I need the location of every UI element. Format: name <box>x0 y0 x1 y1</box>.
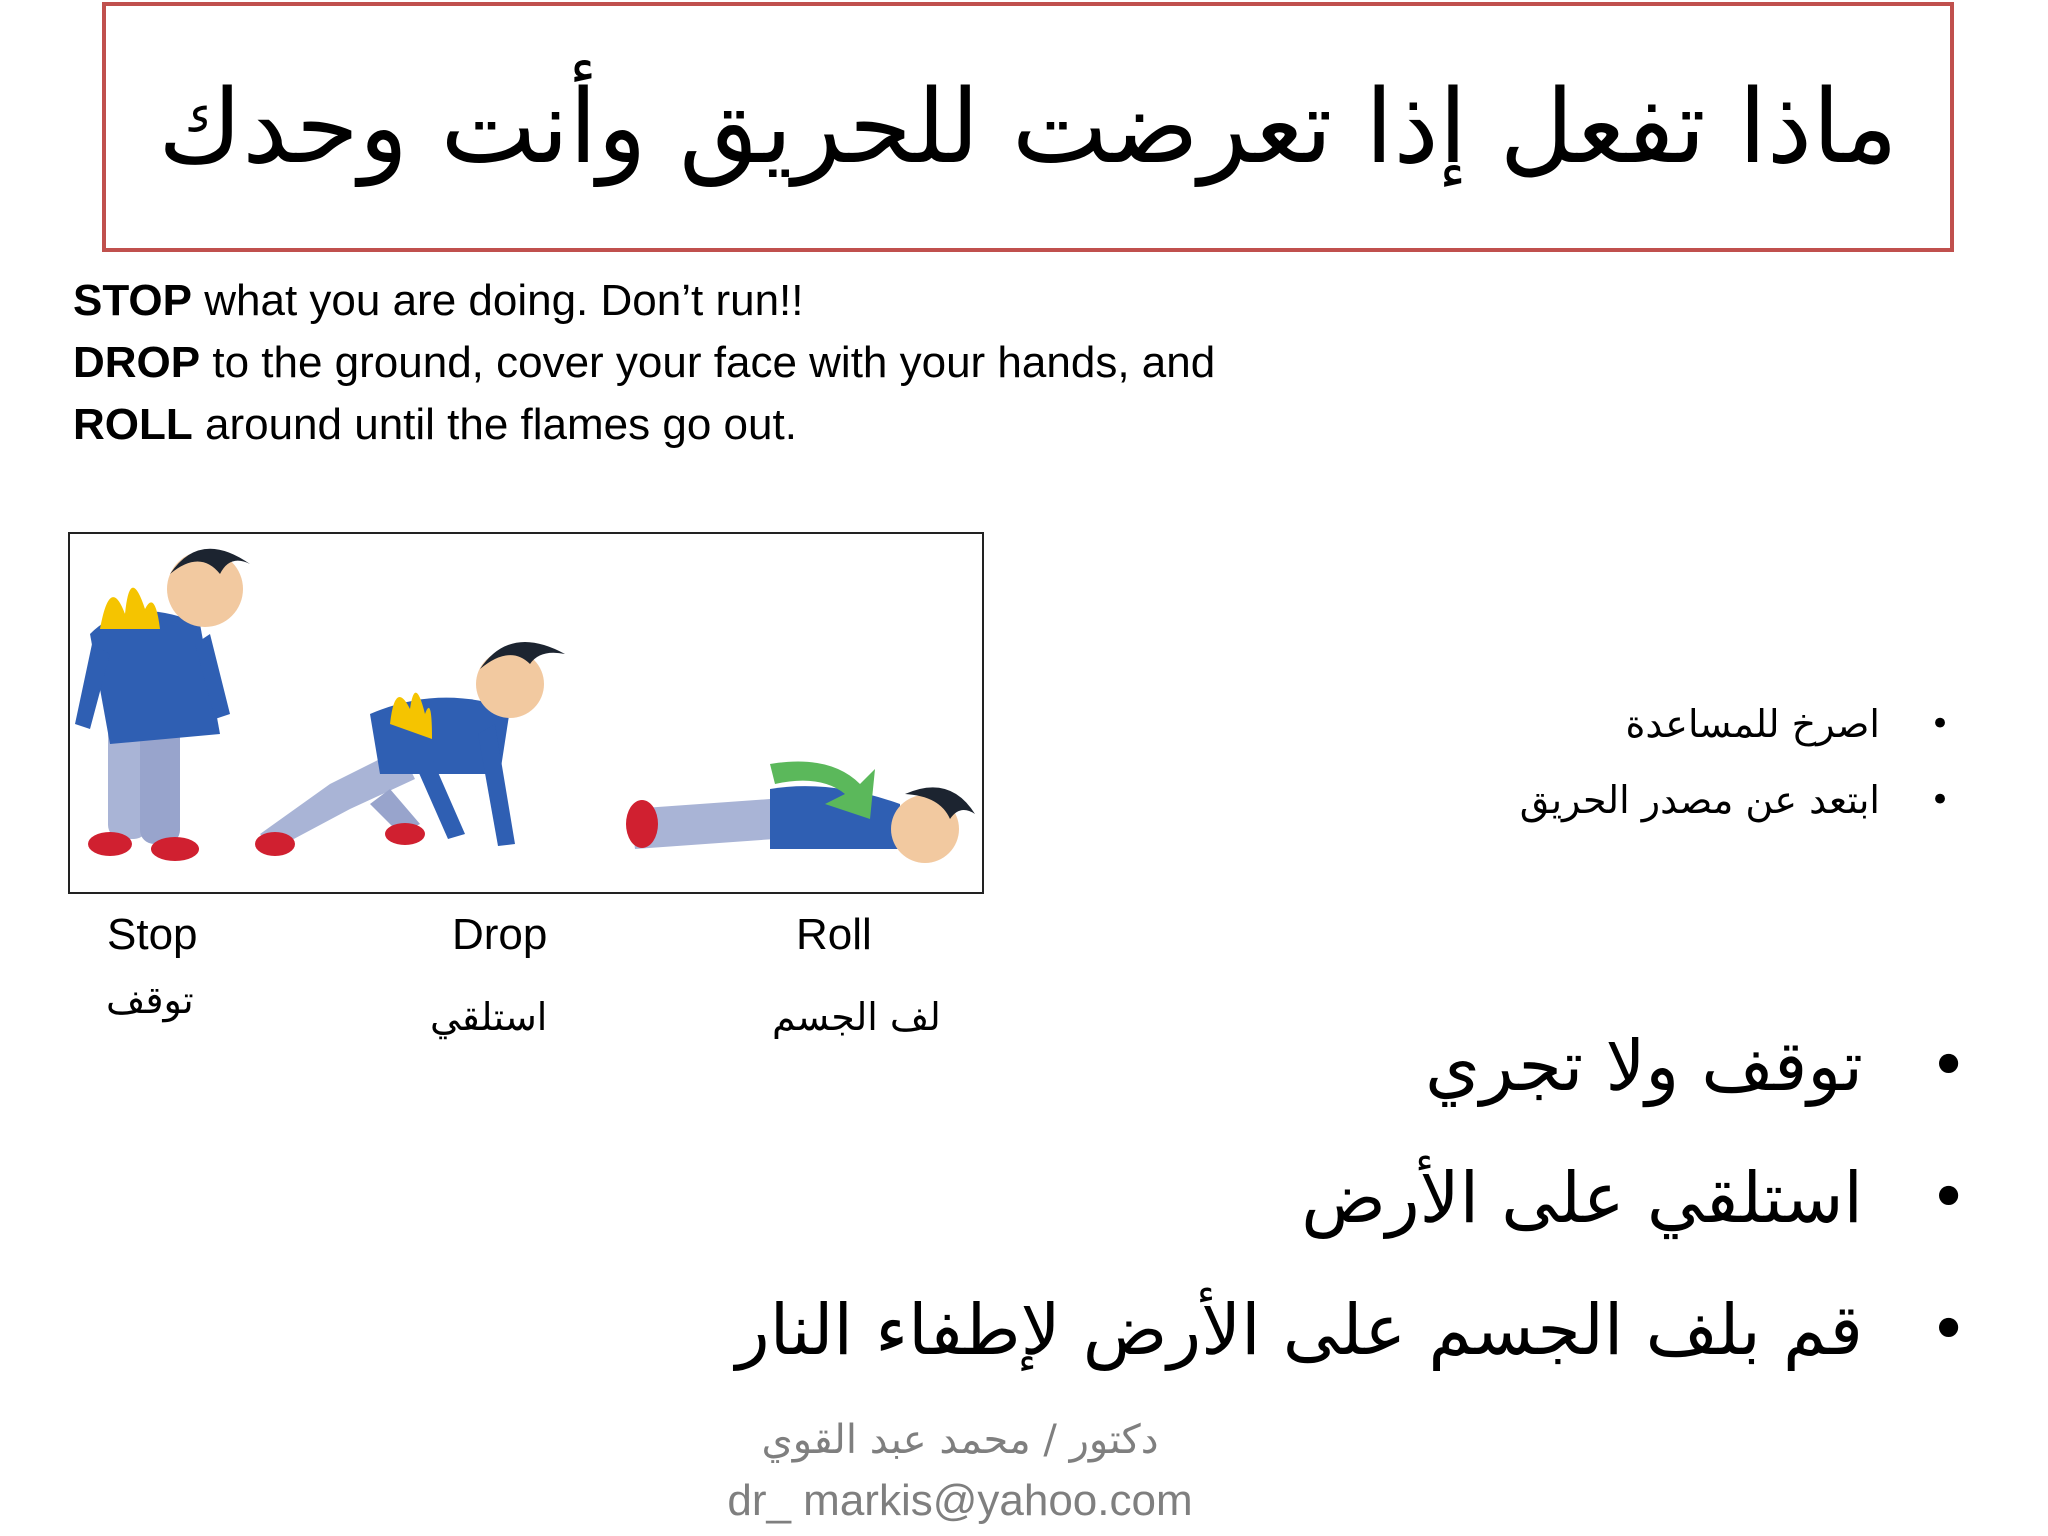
big-bullet-list <box>568 1000 1968 1396</box>
instruction-stop <box>73 270 1373 332</box>
caption-stop: Stop <box>107 910 198 959</box>
caption-roll: Roll <box>796 910 872 959</box>
instruction-drop <box>73 332 1373 394</box>
caption-drop-ar: استلقي <box>430 995 548 1039</box>
list-item: • قم بلف الجسم على الأرض لإطفاء النار <box>568 1264 1968 1396</box>
keyword-roll: ROLL <box>73 400 193 449</box>
stop-drop-roll-illustration <box>68 532 984 894</box>
stop-figure-icon <box>75 549 250 861</box>
instructions <box>73 270 1373 456</box>
caption-stop-ar: توقف <box>106 978 194 1022</box>
instruction-drop-text: to the ground, cover your face with your hands, and <box>200 338 1216 387</box>
list-item: • اصرخ للمساعدة <box>1250 686 1950 762</box>
footer-author: دكتور / محمد عبد القوي <box>761 1417 1159 1463</box>
page-title: ماذا تفعل إذا تعرضت للحريق وأنت وحدك <box>158 67 1898 187</box>
roll-figure-icon <box>626 762 975 864</box>
footer <box>660 1410 1260 1532</box>
footer-email: dr_ markis@yahoo.com <box>727 1476 1193 1525</box>
title-box <box>102 2 1954 252</box>
list-item: • توقف ولا تجري <box>568 1000 1968 1132</box>
instruction-roll <box>73 394 1373 456</box>
caption-drop: Drop <box>452 910 548 959</box>
drop-figure-icon <box>255 642 565 856</box>
keyword-drop: DROP <box>73 338 201 387</box>
list-item: • ابتعد عن مصدر الحريق <box>1250 762 1950 838</box>
instruction-stop-text: what you are doing. Don’t run!! <box>192 276 804 325</box>
caption-roll-ar: لف الجسم <box>772 995 941 1039</box>
instruction-roll-text: around until the flames go out. <box>192 400 797 449</box>
keyword-stop: STOP <box>73 276 193 325</box>
small-bullet-list <box>1250 686 1950 838</box>
list-item: • استلقي على الأرض <box>568 1132 1968 1264</box>
